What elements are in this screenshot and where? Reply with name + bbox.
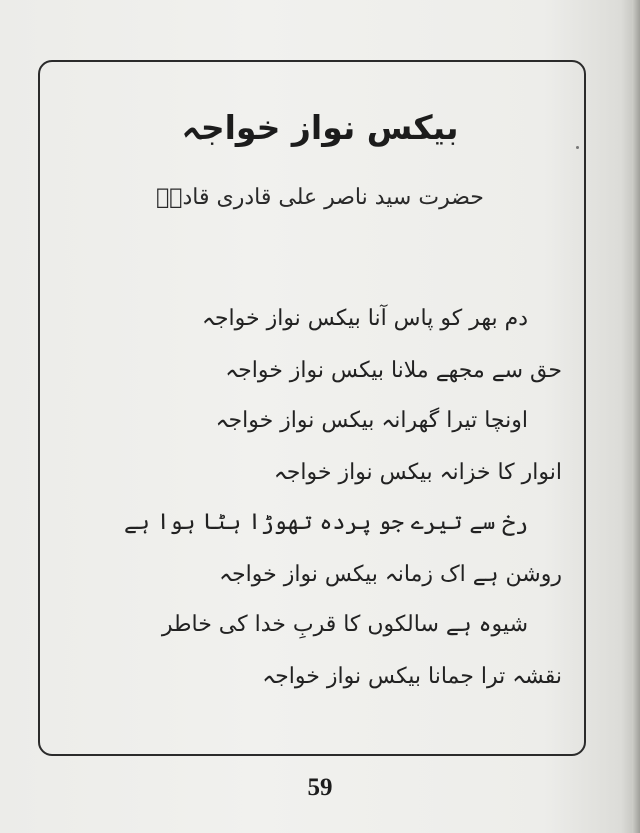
poem-author: حضرت سید ناصر علی قادری قادرؔ <box>156 185 484 210</box>
page-number: 59 <box>307 774 333 801</box>
verse-line-4: انوار کا خزانہ بیکس نواز خواجہ <box>273 460 562 485</box>
verse-line-3: اونچا تیرا گھرانہ بیکس نواز خواجہ <box>215 408 528 433</box>
verse-line-6: روشن ہے اک زمانہ بیکس نواز خواجہ <box>219 562 562 587</box>
verse-line-1: دم بھر کو پاس آنا بیکس نواز خواجہ <box>202 306 528 331</box>
verse-line-7: شیوہ ہے سالکوں کا قربِ خدا کی خاطر <box>161 612 528 637</box>
paper-speck <box>576 146 579 149</box>
poem-title: بیکس نواز خواجہ <box>181 108 459 147</box>
page-edge-shadow <box>632 0 640 833</box>
verse-line-2: حق سے مجھے ملانا بیکس نواز خواجہ <box>225 358 562 383</box>
verse-line-5: رخ سے تیرے جو پردہ تھوڑا ہٹا ہوا ہے <box>124 510 528 535</box>
verse-line-8: نقشہ ترا جمانا بیکس نواز خواجہ <box>262 664 562 689</box>
